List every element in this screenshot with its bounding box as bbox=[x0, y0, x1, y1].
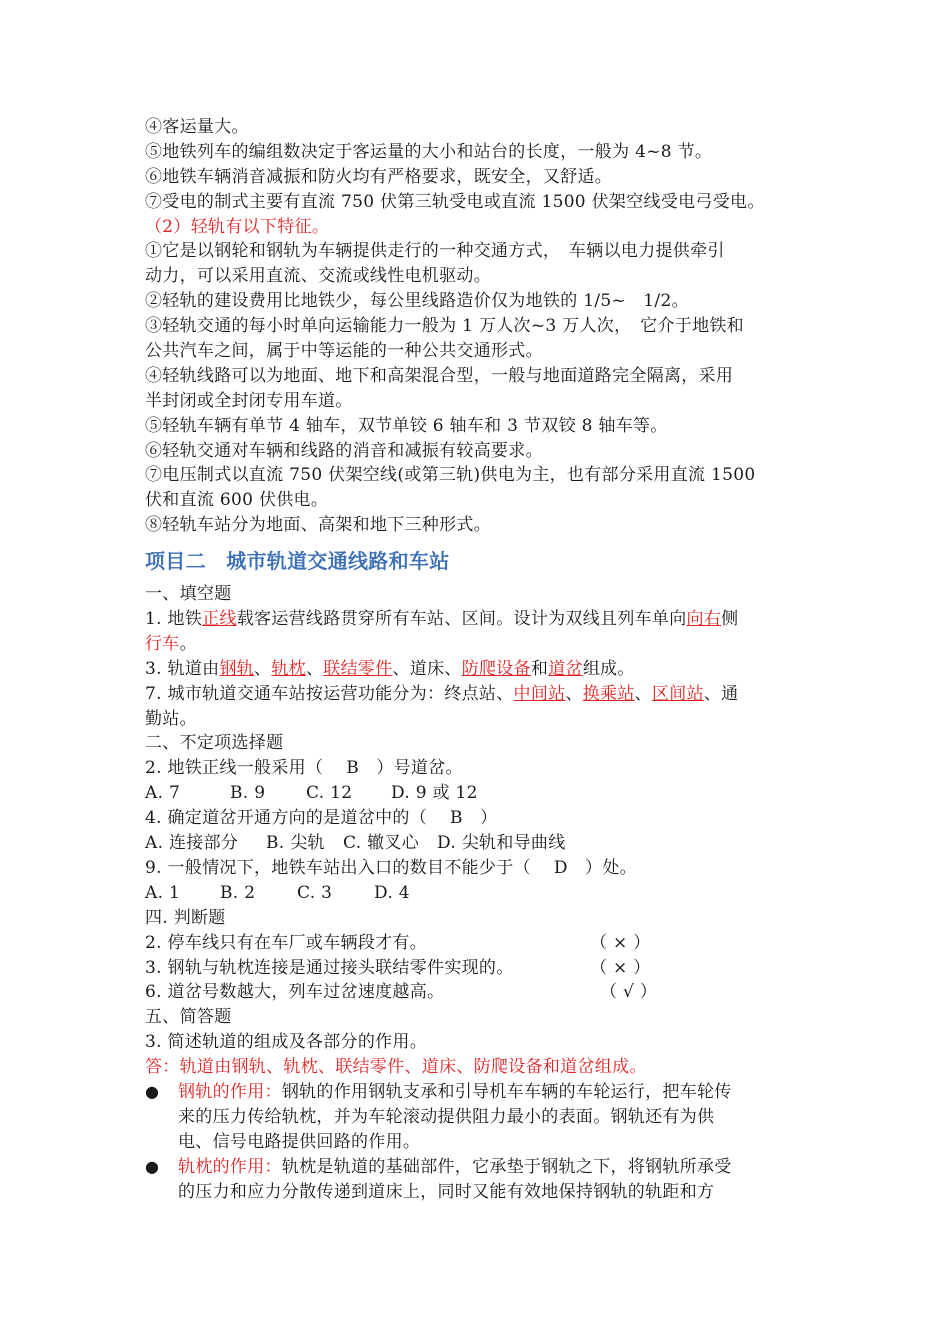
answer-blank: 正线 bbox=[202, 609, 237, 630]
question-text: 载客运营线路贯穿所有车站、区间。设计为双线且列车单向 bbox=[236, 609, 687, 630]
lightrail-line: 公共汽车之间，属于中等运能的一种公共交通形式。 bbox=[145, 341, 543, 362]
option: A. 7 bbox=[145, 783, 181, 804]
bullet-line bbox=[178, 1155, 805, 1180]
option: B. 2 bbox=[220, 882, 256, 903]
bullet-text: 轨枕是轨道的基础部件，它承垫于钢轨之下，将钢轨所承受 bbox=[281, 1156, 732, 1177]
metro-feature-6: ⑥地铁车辆消音减振和防火均有严格要求，既安全，又舒适。 bbox=[145, 166, 613, 187]
option: B. 9 bbox=[230, 783, 266, 804]
question-text: 侧 bbox=[721, 609, 739, 630]
question-text: 3. 轨道由 bbox=[145, 658, 220, 679]
answer-blank: 钢轨 bbox=[219, 658, 255, 679]
answer-blank: 向右 bbox=[686, 609, 722, 630]
option: C. 3 bbox=[297, 882, 333, 903]
lightrail-line: ④轻轨线路可以为地面、地下和高架混合型，一般与地面道路完全隔离，采用 bbox=[145, 365, 734, 386]
section-heading: 项目二 城市轨道交通线路和车站 bbox=[145, 549, 450, 574]
fill-question-7-cont: 勤站。 bbox=[145, 708, 197, 729]
choice-question-2: 2. 地铁正线一般采用（ B ）号道岔。 bbox=[145, 758, 463, 779]
answer-blank: 道岔 bbox=[548, 658, 583, 679]
answer-blank: 换乘站 bbox=[582, 683, 635, 704]
question-text: 行车 bbox=[145, 633, 180, 654]
option: A. 1 bbox=[145, 882, 181, 903]
judge-item bbox=[145, 956, 805, 981]
question-text: 、 bbox=[565, 683, 583, 704]
question-text: 、 bbox=[305, 658, 324, 679]
option: D. 尖轨和导曲线 bbox=[437, 833, 566, 854]
bullet-line bbox=[178, 1080, 805, 1105]
bullet-icon: ● bbox=[145, 1081, 160, 1101]
choice-question-4: 4. 确定道岔开通方向的是道岔中的（ B ） bbox=[145, 808, 498, 829]
bullet-sleeper bbox=[145, 1155, 805, 1205]
answer-blank: 中间站 bbox=[513, 683, 566, 704]
metro-feature-4: ④客运量大。 bbox=[145, 117, 249, 137]
answer-blank: 联结零件 bbox=[323, 658, 393, 679]
answer-blank: 区间站 bbox=[651, 683, 704, 704]
lightrail-line: 伏和直流 600 伏供电。 bbox=[145, 490, 329, 511]
judge-item bbox=[145, 980, 805, 1005]
metro-feature-7: ⑦受电的制式主要有直流 750 伏第三轨受电或直流 1500 伏架空线受电弓受电。 bbox=[145, 191, 765, 212]
judge-text: 6. 道岔号数越大，列车过岔速度越高。 bbox=[145, 982, 445, 1003]
bullet-icon: ● bbox=[145, 1156, 160, 1176]
bullet-label: 轨枕的作用： bbox=[178, 1156, 282, 1177]
question-text: 、 bbox=[634, 683, 652, 704]
answer-blank: 防爬设备 bbox=[461, 658, 531, 679]
question-text: 组成。 bbox=[582, 658, 635, 679]
answer-blank: 轨枕 bbox=[271, 658, 306, 679]
metro-feature-5: ⑤地铁列车的编组数决定于客运量的大小和站台的长度，一般为 4~8 节。 bbox=[145, 141, 713, 162]
lightrail-line: 半封闭或全封闭专用车道。 bbox=[145, 390, 353, 411]
lightrail-line: ⑧轻轨车站分为地面、高架和地下三种形式。 bbox=[145, 515, 491, 536]
judge-text: 2. 停车线只有在车厂或车辆段才有。 bbox=[145, 932, 428, 953]
judge-item bbox=[145, 931, 805, 956]
lightrail-line: 动力，可以采用直流、交流或线性电机驱动。 bbox=[145, 266, 491, 287]
option: B. 尖轨 bbox=[266, 833, 325, 854]
fill-question-3 bbox=[145, 657, 805, 682]
question-text: 、道床、 bbox=[392, 658, 462, 679]
lightrail-line: ③轻轨交通的每小时单向运输能力一般为 1 万人次~3 万人次， 它介于地铁和 bbox=[145, 316, 744, 337]
choice-options-2 bbox=[145, 781, 805, 806]
judge-text: 3. 钢轨与轨枕连接是通过接头联结零件实现的。 bbox=[145, 957, 514, 978]
bullet-label: 钢轨的作用： bbox=[178, 1081, 282, 1102]
bullet-rail bbox=[145, 1080, 805, 1155]
fill-question-1 bbox=[145, 607, 805, 632]
question-text: 7. 城市轨道交通车站按运营功能分为：终点站、 bbox=[145, 683, 514, 704]
bullet-line: 电、信号电路提供回路的作用。 bbox=[178, 1131, 421, 1152]
bullet-text: 钢轨的作用钢轨支承和引导机车车辆的车轮运行，把车轮传 bbox=[281, 1081, 732, 1102]
question-text: 1. 地铁 bbox=[145, 609, 203, 630]
question-text: 、通 bbox=[703, 683, 739, 704]
option: A. 连接部分 bbox=[145, 833, 239, 854]
lightrail-line: ①它是以钢轮和钢轨为车辆提供走行的一种交通方式， 车辆以电力提供牵引 bbox=[145, 241, 725, 262]
lightrail-subtitle: （2）轻轨有以下特征。 bbox=[145, 216, 330, 237]
lightrail-line: ⑦电压制式以直流 750 伏架空线(或第三轨)供电为主，也有部分采用直流 1500 bbox=[145, 465, 756, 486]
lightrail-line: ②轻轨的建设费用比地铁少，每公里线路造价仅为地铁的 1/5~ 1/2。 bbox=[145, 291, 689, 312]
judge-mark: （ × ） bbox=[590, 932, 651, 953]
choice-options-9 bbox=[145, 881, 805, 906]
lightrail-line: ⑤轻轨车辆有单节 4 轴车，双节单铰 6 轴车和 3 节双铰 8 轴车等。 bbox=[145, 415, 668, 436]
choice-title: 二、不定项选择题 bbox=[145, 733, 284, 754]
option: C. 辙叉心 bbox=[343, 833, 420, 854]
short-answer: 答：轨道由钢轨、轨枕、联结零件、道床、防爬设备和道岔组成。 bbox=[145, 1057, 647, 1078]
short-question-3: 3. 简述轨道的组成及各部分的作用。 bbox=[145, 1032, 428, 1053]
choice-options-4 bbox=[145, 831, 805, 856]
option: D. 4 bbox=[374, 882, 410, 903]
bullet-line: 来的压力传给轨枕，并为车轮滚动提供阻力最小的表面。钢轨还有为供 bbox=[178, 1106, 715, 1127]
fill-question-7 bbox=[145, 682, 805, 707]
judge-mark: （ √ ） bbox=[600, 982, 658, 1003]
choice-question-9: 9. 一般情况下，地铁车站出入口的数目不能少于（ D ）处。 bbox=[145, 857, 637, 878]
fill-blank-title: 一、填空题 bbox=[145, 584, 232, 605]
page-content bbox=[145, 115, 805, 1204]
option: D. 9 或 12 bbox=[391, 783, 478, 804]
judge-mark: （ × ） bbox=[590, 957, 651, 978]
bullet-line: 的压力和应力分散传递到道床上，同时又能有效地保持钢轨的轨距和方 bbox=[178, 1181, 715, 1202]
question-text: 。 bbox=[179, 633, 197, 654]
option: C. 12 bbox=[306, 783, 353, 804]
question-text: 和 bbox=[530, 658, 549, 679]
judge-title: 四. 判断题 bbox=[145, 907, 226, 928]
lightrail-line: ⑥轻轨交通对车辆和线路的消音和减振有较高要求。 bbox=[145, 440, 543, 461]
question-text: 、 bbox=[254, 658, 272, 679]
fill-question-1-cont bbox=[145, 632, 805, 657]
short-answer-title: 五、简答题 bbox=[145, 1007, 232, 1028]
